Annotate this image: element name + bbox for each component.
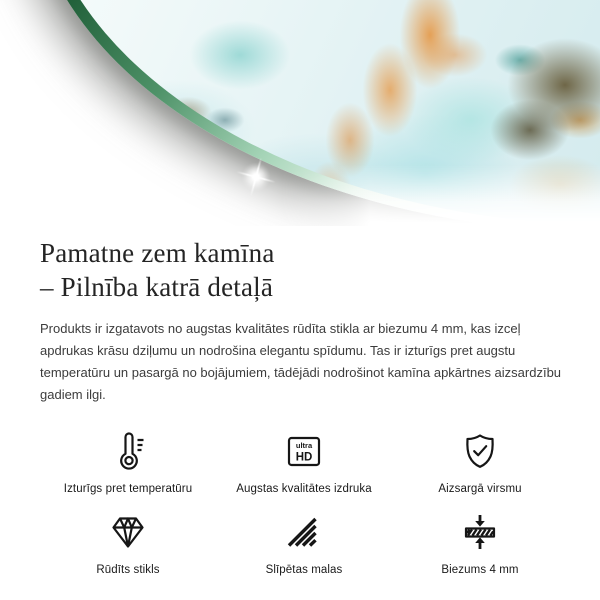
hero-image bbox=[0, 0, 600, 226]
page-title bbox=[40, 236, 568, 304]
feature-item-print-quality bbox=[216, 430, 392, 495]
feature-item-temperature bbox=[40, 430, 216, 495]
hero-bottom-fade bbox=[280, 164, 600, 226]
thickness-icon bbox=[460, 511, 500, 553]
feature-label: Aizsargā virsmu bbox=[438, 483, 522, 495]
feature-label: Izturīgs pret temperatūru bbox=[63, 483, 193, 495]
feature-item-beveled-edges bbox=[216, 511, 392, 576]
product-description: Produkts ir izgatavots no augstas kvalitātes rūdīta stikla ar biezumu 4 mm, kas izceļ apdrukas krāsu dziļumu un nodrošina elegantu spīdumu. Tas ir izturīgs pret augstu temperatūru un pasargā no bojājumiem, tādējādi nodrošinot kamīna apkārtnes aizsardzību gadiem ilgi. bbox=[40, 321, 562, 402]
thermometer-icon bbox=[108, 430, 148, 472]
shield-check-icon bbox=[460, 430, 500, 472]
content-area bbox=[0, 236, 600, 576]
feature-item-tempered-glass bbox=[40, 511, 216, 576]
ultra-hd-icon bbox=[284, 430, 324, 472]
feature-label: Augstas kvalitātes izdruka bbox=[236, 483, 372, 495]
diamond-icon bbox=[108, 511, 148, 553]
features-grid bbox=[40, 430, 568, 576]
feature-item-protects-surface bbox=[392, 430, 568, 495]
page-title-line1: Pamatne zem kamīna bbox=[40, 238, 275, 268]
ultra-hd-badge-top: ultra bbox=[295, 441, 313, 450]
feature-label: Biezums 4 mm bbox=[441, 564, 519, 576]
ultra-hd-badge-bottom: HD bbox=[295, 451, 313, 464]
feature-item-thickness bbox=[392, 511, 568, 576]
feature-label: Rūdīts stikls bbox=[96, 564, 160, 576]
feature-label: Slīpētas malas bbox=[265, 564, 343, 576]
page-title-line2: – Pilnība katrā detaļā bbox=[40, 272, 274, 302]
beveled-edges-icon bbox=[284, 511, 324, 553]
